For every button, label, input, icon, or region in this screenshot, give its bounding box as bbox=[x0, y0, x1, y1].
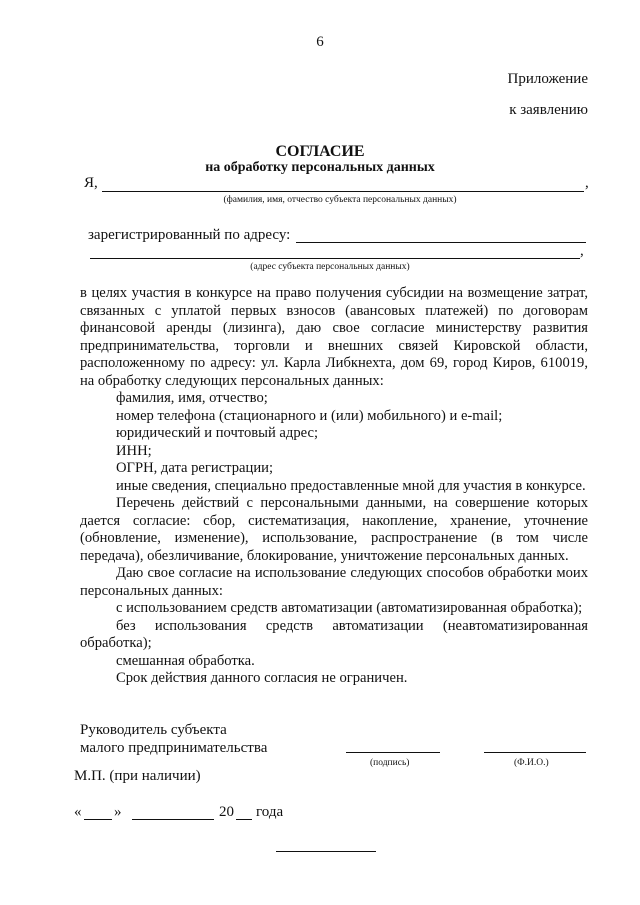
document-title: СОГЛАСИЕ bbox=[275, 143, 365, 160]
consent-paragraph: смешанная обработка. bbox=[116, 652, 255, 669]
full-name-caption: (Ф.И.О.) bbox=[514, 758, 549, 768]
consent-paragraph: Перечень действий с персональными данными, на совершение которых дается согласие: сбор, систематизация, накопление, хранение, уточнение (обновление, изменение), использование, распространение (в том числе передача), обезличивание, блокирование, уничтожение персональных данных. bbox=[80, 495, 588, 564]
date-year-suffix: года bbox=[256, 804, 284, 820]
page-number: 6 bbox=[316, 34, 324, 50]
bottom-rule bbox=[276, 851, 376, 852]
consent-paragraph: фамилия, имя, отчество; bbox=[116, 390, 268, 406]
address-suffix: , bbox=[580, 243, 584, 259]
consent-paragraph: иные сведения, специально предоставленные мной для участия в конкурсе. bbox=[116, 477, 586, 494]
signature-caption: (подпись) bbox=[370, 758, 410, 768]
head-line-2: малого предпринимательства bbox=[80, 740, 268, 756]
subject-caption: (фамилия, имя, отчество субъекта персональных данных) bbox=[223, 195, 457, 205]
consent-paragraph: ОГРН, дата регистрации; bbox=[116, 460, 273, 476]
date-month-line[interactable] bbox=[132, 819, 214, 820]
subject-suffix: , bbox=[585, 175, 589, 191]
date-year-line[interactable] bbox=[236, 819, 252, 820]
appendix-line-1: Приложение bbox=[507, 71, 588, 87]
document-subtitle: на обработку персональных данных bbox=[205, 160, 435, 175]
full-name-line[interactable] bbox=[484, 752, 586, 753]
date-row bbox=[74, 803, 334, 823]
date-quote-close: » bbox=[114, 804, 122, 820]
consent-paragraph: юридический и почтовый адрес; bbox=[116, 425, 318, 441]
consent-paragraph: в целях участия в конкурсе на право получения субсидии на возмещение затрат, связанных с уплатой первых взносов (авансовых платежей) по договорам финансовой аренды (лизинга), даю свое согласие министерству развития предпринимательства, торговли и внешних связей Кировской области, расположенному по адресу: ул. Карла Либкнехта, дом 69, город Киров, 610019, на обработку следующих персональных данных: bbox=[80, 285, 588, 389]
address-label: зарегистрированный по адресу: bbox=[88, 227, 291, 243]
signature-line[interactable] bbox=[346, 752, 440, 753]
consent-body bbox=[80, 285, 588, 688]
date-quote-open: « bbox=[74, 804, 82, 820]
date-day-line[interactable] bbox=[84, 819, 112, 820]
subject-name-line[interactable] bbox=[102, 191, 584, 192]
date-year-prefix: 20 bbox=[219, 804, 234, 820]
consent-paragraph: номер телефона (стационарного и (или) мобильного) и e-mail; bbox=[116, 407, 503, 424]
appendix-note bbox=[507, 64, 588, 126]
appendix-line-2: к заявлению bbox=[509, 102, 588, 118]
head-line-1: Руководитель субъекта bbox=[80, 722, 227, 738]
consent-paragraph: ИНН; bbox=[116, 442, 152, 459]
address-caption: (адрес субъекта персональных данных) bbox=[250, 262, 410, 272]
consent-paragraph: без использования средств автоматизации (неавтоматизированная обработка); bbox=[80, 617, 588, 651]
head-title bbox=[80, 721, 267, 757]
address-line-2[interactable] bbox=[90, 258, 580, 259]
consent-paragraph: Даю свое согласие на использование следующих способов обработки моих персональных данных: bbox=[80, 565, 588, 599]
consent-paragraph: с использованием средств автоматизации (автоматизированная обработка); bbox=[116, 600, 583, 616]
stamp-label: М.П. (при наличии) bbox=[74, 768, 201, 784]
consent-paragraph: Срок действия данного согласия не ограничен. bbox=[116, 670, 408, 686]
address-line-1[interactable] bbox=[296, 242, 586, 243]
subject-prefix: Я, bbox=[84, 175, 98, 191]
